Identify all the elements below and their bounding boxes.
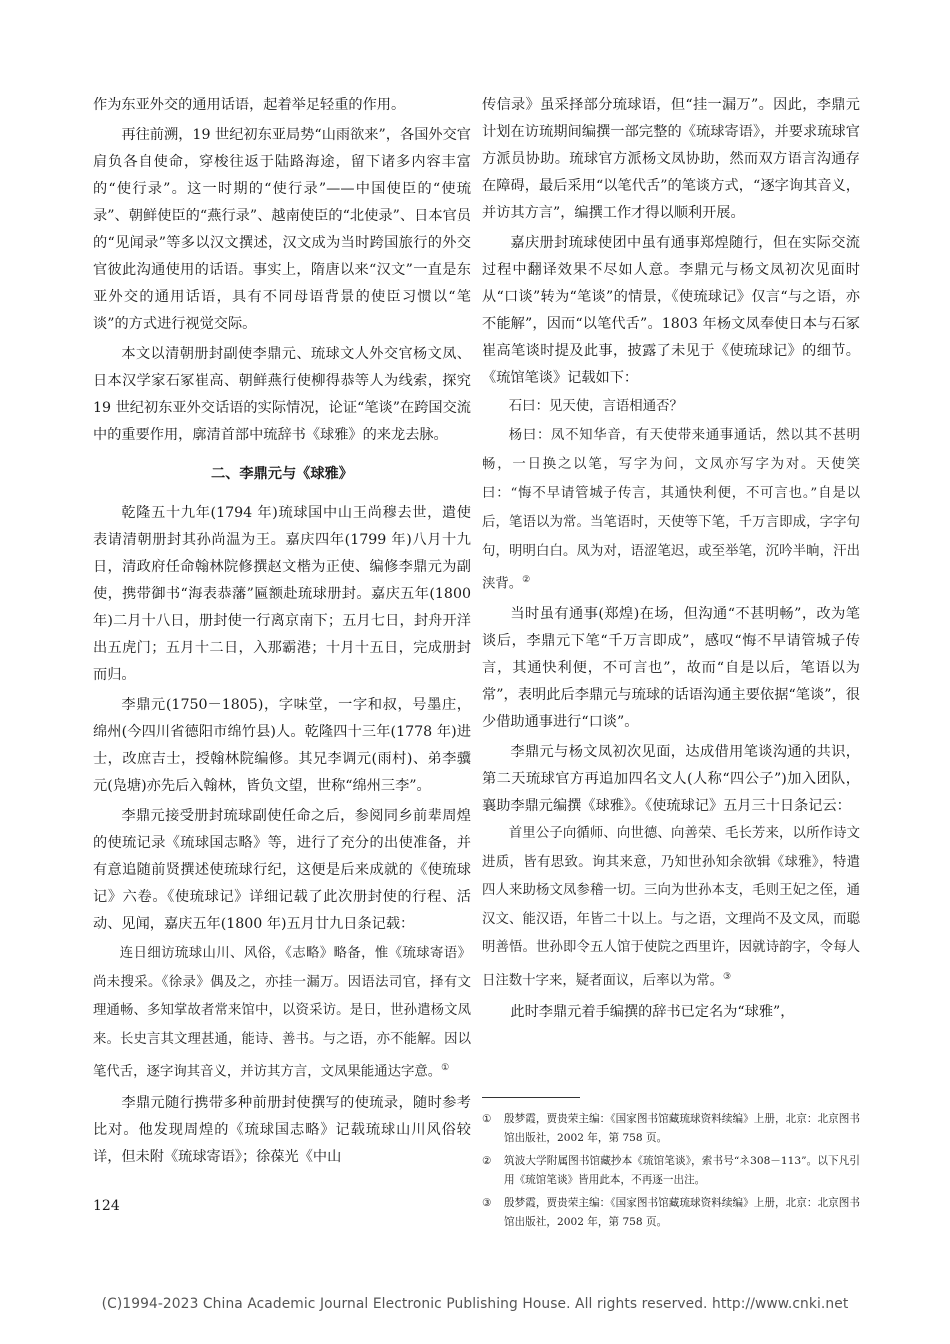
footnote-divider — [482, 1097, 580, 1098]
footnote-text: 筑波大学附属图书馆藏抄本《琉馆笔谈》，索书号“ネ308－113”。以下凡引用《琉馆笔谈》皆用此本，不再逐一出注。 — [504, 1155, 860, 1186]
block-quote — [482, 820, 860, 995]
footnote — [482, 1110, 860, 1148]
block-quote-line: 石曰：见天使，言语相通否？ — [508, 399, 683, 414]
footnote-mark: ① — [482, 1113, 492, 1125]
footnote — [482, 1152, 860, 1190]
quote-text: 首里公子向循师、向世德、向善荣、毛长芳来，以所作诗文进质，皆有思致。询其来意，乃知世孙知余欲辑《球雅》，特遣四人来助杨文凤参稽一切。三向为世孙本支，毛则王妃之侄，通汉文、能汉语，年皆二十以上。与之语，文理尚不及文凤，而聪明善悟。世孙即令五人馆于使院之西里许，因就诗韵字，令每人日注数十字来，疑者面议，后率以为常。 — [482, 826, 860, 989]
footnotes — [482, 1110, 860, 1236]
block-quote — [93, 940, 471, 1087]
right-column — [482, 92, 860, 1026]
section-heading: 二、李鼎元与《球雅》 — [211, 466, 353, 482]
footnote-ref[interactable]: ③ — [723, 971, 732, 982]
paragraph: 再往前溯，19 世纪初东亚局势“山雨欲来”，各国外交官肩负各自使命，穿梭往返于陆路海途，留下诸多内容丰富的“使行录”。这一时期的“使行录”——中国使臣的“使琉录”、朝鲜使臣的“燕行录”、越南使臣的“北使录”、日本官员的“见闻录”等多以汉文撰述，汉文成为当时跨国旅行的外交官彼此沟通使用的话语。事实上，隋唐以来“汉文”一直是东亚外交的通用话语，具有不同母语背景的使臣习惯以“笔谈”的方式进行视觉交际。 — [93, 127, 471, 332]
copyright-notice: (C)1994-2023 China Academic Journal Electronic Publishing House. All rights reserved. http://www.cnki.net — [101, 1296, 849, 1312]
left-column — [93, 92, 471, 1171]
paragraph: 李鼎元随行携带多种前册封使撰写的使琉录，随时参考比对。他发现周煌的《琉球国志略》记载琉球山川风俗较详，但未附《琉球寄语》；徐葆光《中山 — [93, 1094, 471, 1165]
paragraph: 传信录》虽采择部分琉球语，但“挂一漏万”。因此，李鼎元计划在访琉期间编撰一部完整的《琉球寄语》，并要求琉球官方派员协助。琉球官方派杨文凤协助，然而双方语言沟通存在障碍，最后采用“以笔代舌”的笔谈方式，“逐字询其音义，并访其方言”，编撰工作才得以顺利开展。 — [482, 97, 860, 221]
footnote-ref[interactable]: ① — [441, 1063, 450, 1073]
paragraph: 乾隆五十九年(1794 年)琉球国中山王尚穆去世，遣使表请清朝册封其孙尚温为王。嘉庆四年(1799 年)八月十九日，清政府任命翰林院修撰赵文楷为正使、编修李鼎元为副使，携带御书“海表恭藩”匾额赴琉球册封。嘉庆五年(1800 年)二月十八日，册封使一行离京南下；五月七日，封舟开洋出五虎门；五月十二日，入那霸港；十月十五日，完成册封而归。 — [93, 505, 471, 683]
paragraph: 此时李鼎元着手编撰的辞书已定名为“球雅”， — [510, 1003, 795, 1020]
footnote-mark: ② — [482, 1155, 492, 1167]
paragraph: 当时虽有通事(郑煌)在场，但沟通“不甚明畅”，改为笔谈后，李鼎元下笔“千万言即成”，感叹“悔不早请管城子传言，其通快利便，不可言也”，故而“自是以后，笔语以为常”，表明此后李鼎元与琉球的话语沟通主要依据“笔谈”，很少借助通事进行“口谈”。 — [482, 606, 860, 731]
footnote — [482, 1194, 860, 1232]
paragraph: 李鼎元与杨文凤初次见面，达成借用笔谈沟通的共识，第二天琉球官方再追加四名文人(人称“四公子”)加入团队，襄助李鼎元编撰《球雅》。《使琉球记》五月三十日条记云： — [482, 744, 860, 815]
footnote-text: 殷梦霞，贾贵荣主编：《国家图书馆藏琉球资料续编》上册，北京：北京图书馆出版社，2002 年，第 758 页。 — [504, 1197, 860, 1228]
paragraph: 李鼎元(1750－1805)，字味堂，一字和叔，号墨庄，绵州(今四川省德阳市绵竹县)人。乾隆四十三年(1778 年)进士，改庶吉士，授翰林院编修。其兄李调元(雨村)、弟李骥元(凫塘)亦先后入翰林，皆负文望，世称“绵州三李”。 — [93, 697, 471, 794]
paragraph: 嘉庆册封琉球使团中虽有通事郑煌随行，但在实际交流过程中翻译效果不尽如人意。李鼎元与杨文凤初次见面时从“口谈”转为“笔谈”的情景，《使琉球记》仅言“与之语，亦不能解”，因而“以笔代舌”。1803 年杨文凤奉使日本与石冢崔高笔谈时提及此事，披露了未见于《使琉球记》的细节。《琉馆笔谈》记载如下： — [482, 235, 860, 386]
quote-text: 连日细访琉球山川、风俗，《志略》略备，惟《琉球寄语》尚未搜采。《徐录》偶及之，亦挂一漏万。因语法司官，择有文理通畅、多知掌故者常来馆中，以资采访。是日，世孙遣杨文凤来。长史言其文理甚通，能诗、善书。与之语，亦不能解。因以笔代舌，逐字询其音义，并访其方言，文凤果能通达字意。 — [93, 946, 471, 1080]
footnote-mark: ③ — [482, 1197, 492, 1209]
paragraph: 作为东亚外交的通用话语，起着举足轻重的作用。 — [93, 97, 406, 113]
footnote-ref[interactable]: ② — [522, 575, 531, 585]
block-quote — [482, 421, 860, 598]
quote-text: 杨曰：凤不知华音，有天使带来通事通话，然以其不甚明畅，一日换之以笔，写字为问，文凤亦写字为对。天使笑曰：“悔不早请管城子传言，其通快利便，不可言也。”自是以后，笔语以为常。当笔语时，天使等下笔，千万言即成，字字句句，明明白白。凤为对，语涩笔迟，或至举笔，沉吟半晌，汗出浃背。 — [482, 428, 860, 592]
footnote-text: 殷梦霞，贾贵荣主编：《国家图书馆藏琉球资料续编》上册，北京：北京图书馆出版社，2002 年，第 758 页。 — [504, 1113, 860, 1144]
page-number: 124 — [93, 1198, 120, 1214]
paragraph: 李鼎元接受册封琉球副使任命之后，参阅同乡前辈周煌的使琉记录《琉球国志略》等，进行了充分的出使准备，并有意追随前贤撰述使琉球行纪，这便是后来成就的《使琉球记》六卷。《使琉球记》详细记载了此次册封使的行程、活动、见闻，嘉庆五年(1800 年)五月廿九日条记载： — [93, 808, 471, 932]
paragraph: 本文以清朝册封副使李鼎元、琉球文人外交官杨文凤、日本汉学家石冢崔高、朝鲜燕行使柳得恭等人为线索，探究 19 世纪初东亚外交话语的实际情况，论证“笔谈”在跨国交流中的重要作用，廓清首部中琉辞书《球雅》的来龙去脉。 — [93, 346, 471, 443]
